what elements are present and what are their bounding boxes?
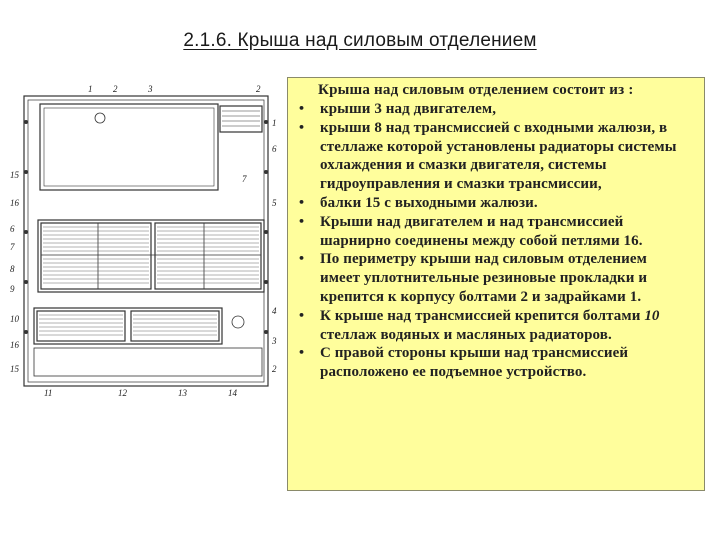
drawing-label: 3 — [148, 84, 153, 94]
drawing-label: 2 — [272, 364, 277, 374]
drawing-label: 5 — [272, 198, 277, 208]
drawing-label: 7 — [10, 242, 15, 252]
drawing-label: 16 — [10, 198, 19, 208]
list-item: • По периметру крыши над силовым отделением имеет уплотнительные резиновые прокладки и крепится к корпусу болтами 2 и задрайками 1. — [298, 251, 648, 305]
panel-heading: Крыша над силовым отделением состоит из : — [318, 82, 634, 98]
slide-title: 2.1.6. Крыша над силовым отделением — [183, 30, 537, 51]
drawing-label: 11 — [44, 388, 53, 398]
drawing-label: 10 — [10, 314, 19, 324]
drawing-label: 8 — [10, 264, 15, 274]
drawing-label: 15 — [10, 364, 19, 374]
list-item: • крыши 8 над трансмиссией с входными жалюзи, в стеллаже которой установлены радиаторы системы охлаждения и смазки двигателя, системы гидроуправления и смазки трансмиссии, — [298, 119, 677, 193]
drawing-label: 1 — [272, 118, 277, 128]
list-item: • крыши 3 над двигателем, — [298, 101, 497, 117]
bullet-icon: • — [298, 214, 306, 228]
engine-roof-drawing — [8, 82, 286, 400]
drawing-label: 16 — [10, 340, 19, 350]
list-item: • С правой стороны крыши над трансмиссией расположено ее подъемное устройство. — [298, 345, 629, 381]
bullet-icon: • — [298, 195, 306, 209]
description-panel — [287, 77, 705, 491]
drawing-label: 4 — [272, 306, 277, 316]
drawing-label: 2 — [256, 84, 261, 94]
drawing-label: 9 — [10, 284, 15, 294]
drawing-label: 7 — [242, 174, 247, 184]
drawing-label: 14 — [228, 388, 237, 398]
drawing-label: 3 — [272, 336, 277, 346]
bullet-icon: • — [298, 102, 306, 115]
list-item: • балки 15 с выходными жалюзи. — [298, 194, 538, 211]
drawing-label: 6 — [10, 224, 15, 234]
drawing-label: 6 — [272, 144, 277, 154]
list-item: • Крыши над двигателем и над трансмиссией шарнирно соединены между собой петлями 16. — [298, 213, 643, 249]
drawing-label: 15 — [10, 170, 19, 180]
drawing-label: 1 — [88, 84, 93, 94]
drawing-label: 13 — [178, 388, 187, 398]
bullet-icon: • — [298, 120, 306, 134]
drawing-label: 2 — [113, 84, 118, 94]
bullet-list — [288, 100, 704, 382]
bullet-icon: • — [298, 346, 306, 360]
drawing-label: 12 — [118, 388, 127, 398]
bullet-icon: • — [298, 308, 306, 322]
bullet-icon: • — [298, 252, 306, 266]
list-item: • К крыше над трансмиссией крепится болтами 10 стеллаж водяных и масляных радиаторов. — [298, 307, 660, 343]
